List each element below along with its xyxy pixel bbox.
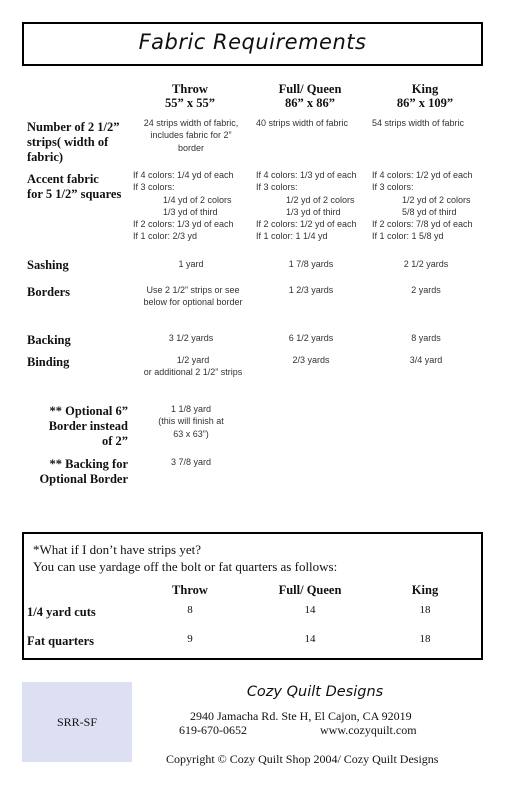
note-row-label-fat-quarters: Fat quarters	[27, 634, 94, 648]
note-cell-fat-quarters-throw: 9	[187, 633, 193, 645]
title-box	[22, 22, 483, 66]
cell-binding-full: 2/3 yards	[292, 355, 330, 365]
cell-accent-full: If 4 colors: 1/3 yd of each If 3 colors: 1/2 yd of 2 colors 1/3 yd of third If 2 colors: 1/2 yd of each If 1 color: 1 1/4 yd	[256, 170, 357, 242]
note-column-header-full-queen: Full/ Queen	[278, 583, 342, 597]
company-name: Cozy Quilt Designs	[246, 684, 384, 700]
note-explanation: You can use yardage off the bolt or fat quarters as follows:	[33, 559, 338, 574]
pattern-code: SRR-SF	[56, 715, 98, 729]
row-label-strips: Number of 2 1/2” strips( width of fabric)	[27, 120, 120, 164]
cell-binding-king: 3/4 yard	[409, 355, 443, 365]
column-name: Throw	[172, 82, 208, 96]
note-cell-fat-quarters-full: 14	[304, 633, 316, 645]
note-question: *What if I don’t have strips yet?	[33, 542, 201, 557]
note-row-label-quarter-yard: 1/4 yard cuts	[27, 605, 96, 619]
cell-accent-king: If 4 colors: 1/2 yd of each If 3 colors: 1/2 yd of 2 colors 5/8 yd of third If 2 colors: 7/8 yd of each If 1 color: 1 5/8 yd	[372, 170, 473, 242]
copyright-line: Copyright © Cozy Quilt Shop 2004/ Cozy Quilt Designs	[166, 752, 439, 766]
cell-strips-full: 40 strips width of fabric	[256, 118, 349, 128]
column-name: King	[411, 82, 439, 96]
row-label-accent: Accent fabric for 5 1/2” squares	[27, 172, 122, 201]
cell-backing-king: 8 yards	[411, 333, 441, 343]
row-label-sashing: Sashing	[27, 258, 69, 272]
cell-strips-throw: 24 strips width of fabric, includes fabric for 2” border	[143, 118, 239, 153]
company-website: www.cozyquilt.com	[320, 723, 417, 737]
note-cell-quarter-yard-full: 14	[304, 604, 316, 616]
note-column-header-throw: Throw	[172, 583, 208, 597]
cell-borders-throw: Use 2 1/2” strips or see below for optional border	[143, 285, 243, 308]
note-cell-quarter-yard-throw: 8	[187, 604, 193, 616]
pattern-code-box	[22, 682, 132, 762]
cell-borders-king: 2 yards	[411, 285, 441, 295]
row-label-optional-border: ** Optional 6” Border instead of 2”	[48, 404, 128, 448]
cell-sashing-king: 2 1/2 yards	[403, 259, 449, 269]
cell-accent-throw: If 4 colors: 1/4 yd of each If 3 colors: 1/4 yd of 2 colors 1/3 yd of third If 2 colors: 1/3 yd of each If 1 color: 2/3 yd	[133, 170, 234, 242]
company-phone: 619-670-0652	[179, 723, 247, 737]
cell-borders-full: 1 2/3 yards	[288, 285, 334, 295]
note-column-header-king: King	[411, 583, 439, 597]
cell-optional-backing-throw: 3 7/8 yard	[170, 457, 212, 467]
column-header-throw	[135, 82, 245, 110]
company-address: 2940 Jamacha Rd. Ste H, El Cajon, CA 92019	[190, 709, 412, 723]
column-name: Full/ Queen	[278, 82, 342, 96]
cell-binding-throw: 1/2 yard or additional 2 1/2” strips	[143, 355, 243, 378]
page-title: Fabric Requirements	[138, 30, 367, 54]
cell-backing-throw: 3 1/2 yards	[168, 333, 214, 343]
cell-optional-border-throw: 1 1/8 yard (this will finish at 63 x 63”)	[158, 404, 224, 439]
cell-sashing-throw: 1 yard	[178, 259, 204, 269]
column-size: 86” x 86”	[285, 96, 335, 110]
row-label-binding: Binding	[27, 355, 70, 369]
cell-sashing-full: 1 7/8 yards	[288, 259, 334, 269]
column-size: 55” x 55”	[165, 96, 215, 110]
column-size: 86” x 109”	[396, 96, 454, 110]
column-header-king	[370, 82, 480, 110]
row-label-borders: Borders	[27, 285, 71, 299]
cell-strips-king: 54 strips width of fabric	[372, 118, 465, 128]
row-label-optional-backing: ** Backing for Optional Border	[39, 457, 128, 486]
note-cell-quarter-yard-king: 18	[419, 604, 431, 616]
cell-backing-full: 6 1/2 yards	[288, 333, 334, 343]
row-label-backing: Backing	[27, 333, 71, 347]
note-cell-fat-quarters-king: 18	[419, 633, 431, 645]
column-header-full-queen	[255, 82, 365, 110]
